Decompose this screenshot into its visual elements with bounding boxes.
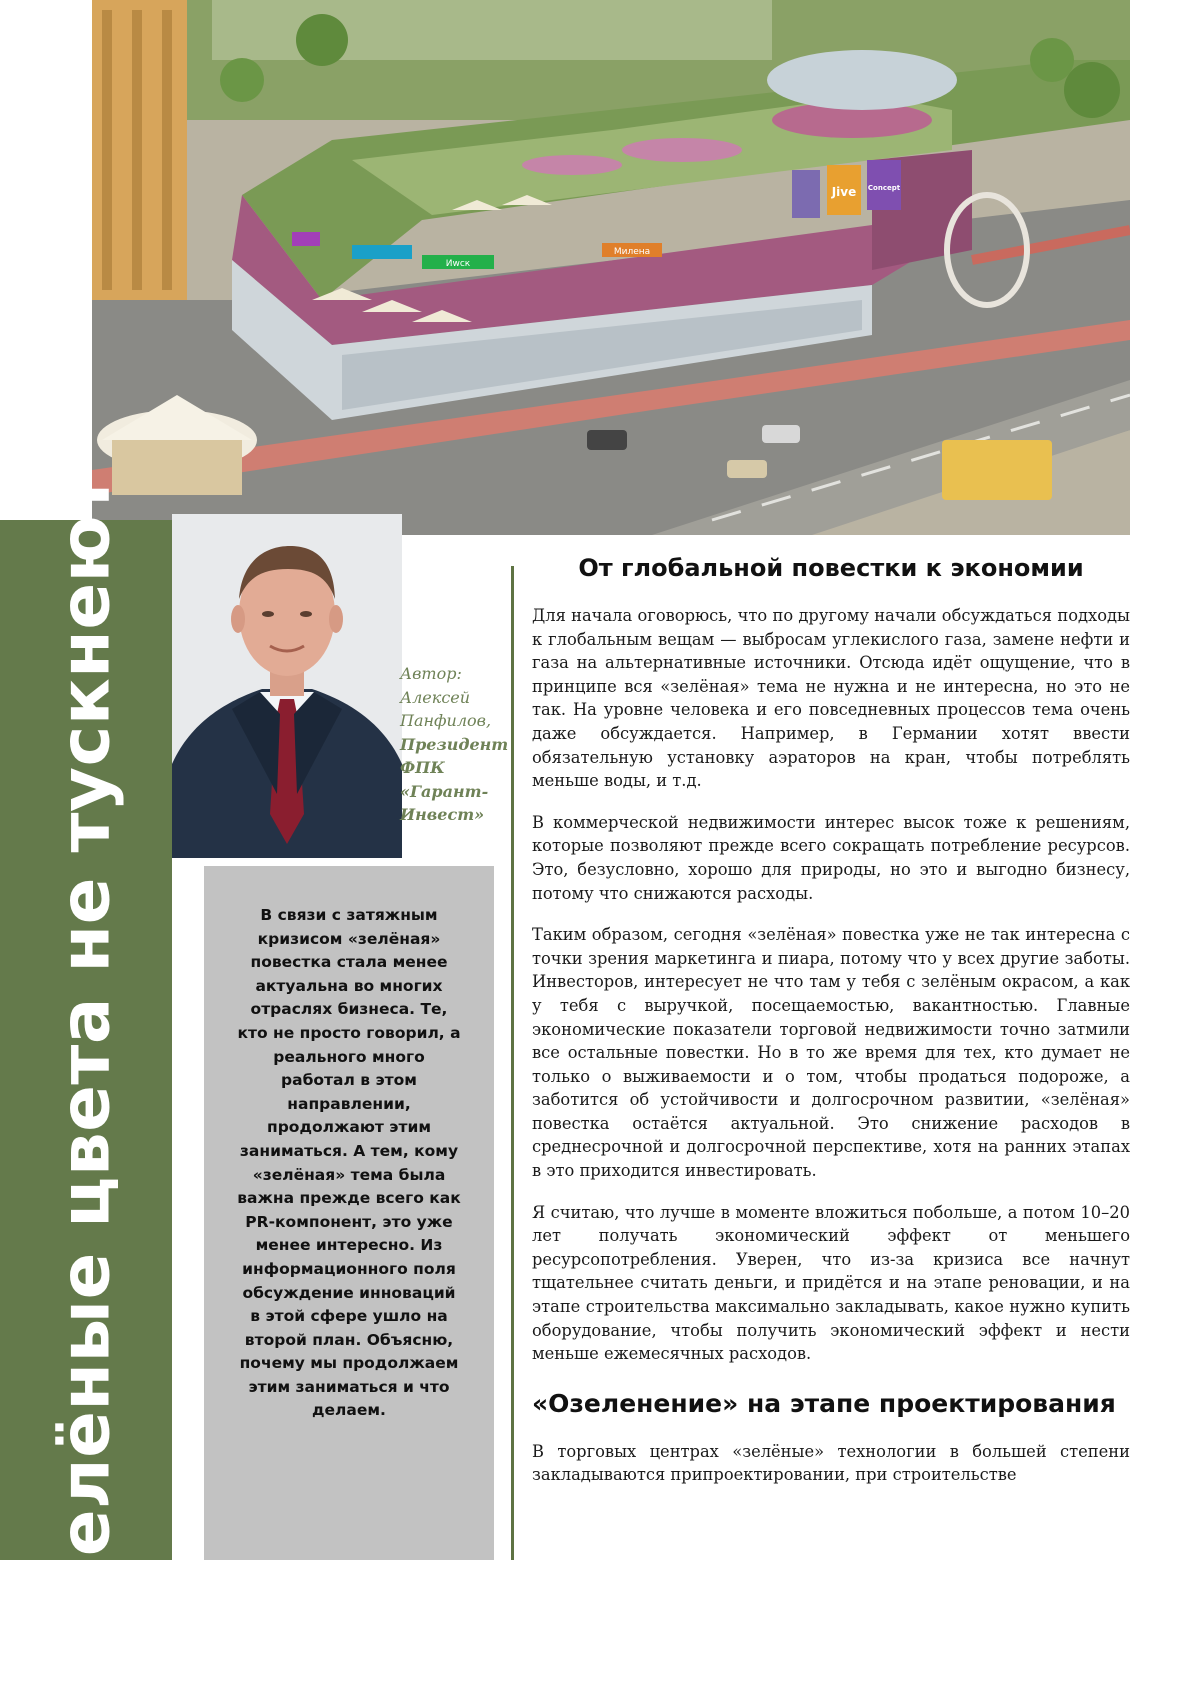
author-caption — [400, 662, 509, 827]
portrait-illustration — [172, 514, 402, 858]
article-paragraph-3: Таким образом, сегодня «зелёная» повестка уже не так интересна с точки зрения маркетинга и пиара, потому что у всех другие заботы. Инвесторов, интересует не что там у тебя с зелёным окрасом, а как у тебя с выручкой, посещаемостью, вакантностью. Главные экономические показатели торговой недвижимости точно затмили все остальные повестки. Но в то же время для тех, кто думает не только о выживаемости и о том, чтобы продаться подороже, а заботится об устойчивости и долгосрочном развитии, «зелёная» повестка остаётся актуальной. Это снижение расходов в среднесрочной и долгосрочной перспективе, хотя на ранних этапах в это приходится инвестировать. — [532, 925, 1130, 1181]
article-paragraph-1: Для начала оговорюсь, что по другому начали обсуждаться подходы к глобальным вещам — выбросам углекислого газа, замене нефти и газа на альтернативные источники. Отсюда идёт ощущение, что в принципе вся «зелёная» тема не нужна и не интересна, но это не так. На уровне человека и его повседневных процессов тема очень даже обсуждается. Например, в Германии хотят ввести обязательную установку аэраторов на кран, чтобы потреблять меньше воды, и т.д. — [532, 606, 1130, 791]
hero-image — [92, 0, 1130, 535]
author-name-1: Алексей — [400, 687, 471, 707]
article-body — [532, 552, 1130, 1487]
article-paragraph-5: В торговых центрах «зелёные» технологии в большей степени закладываются припроектировании, при строительстве — [532, 1441, 1130, 1485]
article-heading-2: «Озеленение» на этапе проектирования — [532, 1388, 1116, 1418]
author-portrait — [172, 514, 402, 858]
sign-concept: Concept — [867, 184, 901, 192]
side-title: Зелёные цвета не тускнеют — [45, 474, 126, 1606]
column-divider — [511, 566, 514, 1560]
author-name-2: Панфилов, — [400, 711, 492, 730]
shopping-center-illustration — [92, 0, 1130, 535]
author-role-2: ФПК — [400, 758, 445, 777]
author-label: Автор: — [400, 664, 462, 683]
pull-quote-box — [204, 866, 494, 1560]
sign-jive: Jive — [831, 185, 857, 199]
author-role-1: Президент — [400, 734, 509, 754]
article-paragraph-2: В коммерческой недвижимости интерес высок тоже к решениям, которые позволяют прежде всего сокращать потребление ресурсов. Это, безусловно, хорошо для природы, но это и выгодно бизнесу, потому что снижаются расходы. — [532, 812, 1130, 903]
author-role-4: Инвест» — [400, 805, 485, 824]
article-paragraph-4: Я считаю, что лучше в моменте вложиться побольше, а потом 10–20 лет получать экономический эффект от меньшего ресурсопотребления. Уверен, что из-за кризиса все начнут тщательнее считать деньги, и придётся и на этапе реновации, и на этапе строительства максимально закладывать, какое нужно купить оборудование, чтобы получить экономический эффект и нести меньше ежемесячных расходов. — [532, 1202, 1130, 1364]
pull-quote-text: В связи с затяжным кризисом «зелёная» повестка стала менее актуальна во многих отраслях бизнеса. Те, кто не просто говорил, а реального много работал в этом направлении, продолжают этим заниматься. А тем, кому «зелёная» тема была важна прежде всего как PR-компонент, это уже менее интересно. Из информационного поля обсуждение инноваций в этой сфере ушло на второй план. Объясню, почему мы продолжаем этим заниматься и что делаем. — [237, 906, 461, 1420]
sign-orange-shop: Милена — [613, 247, 651, 257]
article-heading-1: От глобальной повестки к экономии — [578, 554, 1084, 582]
author-role-3: «Гарант- — [400, 781, 489, 801]
sign-green-shop: Иwск — [445, 259, 471, 269]
